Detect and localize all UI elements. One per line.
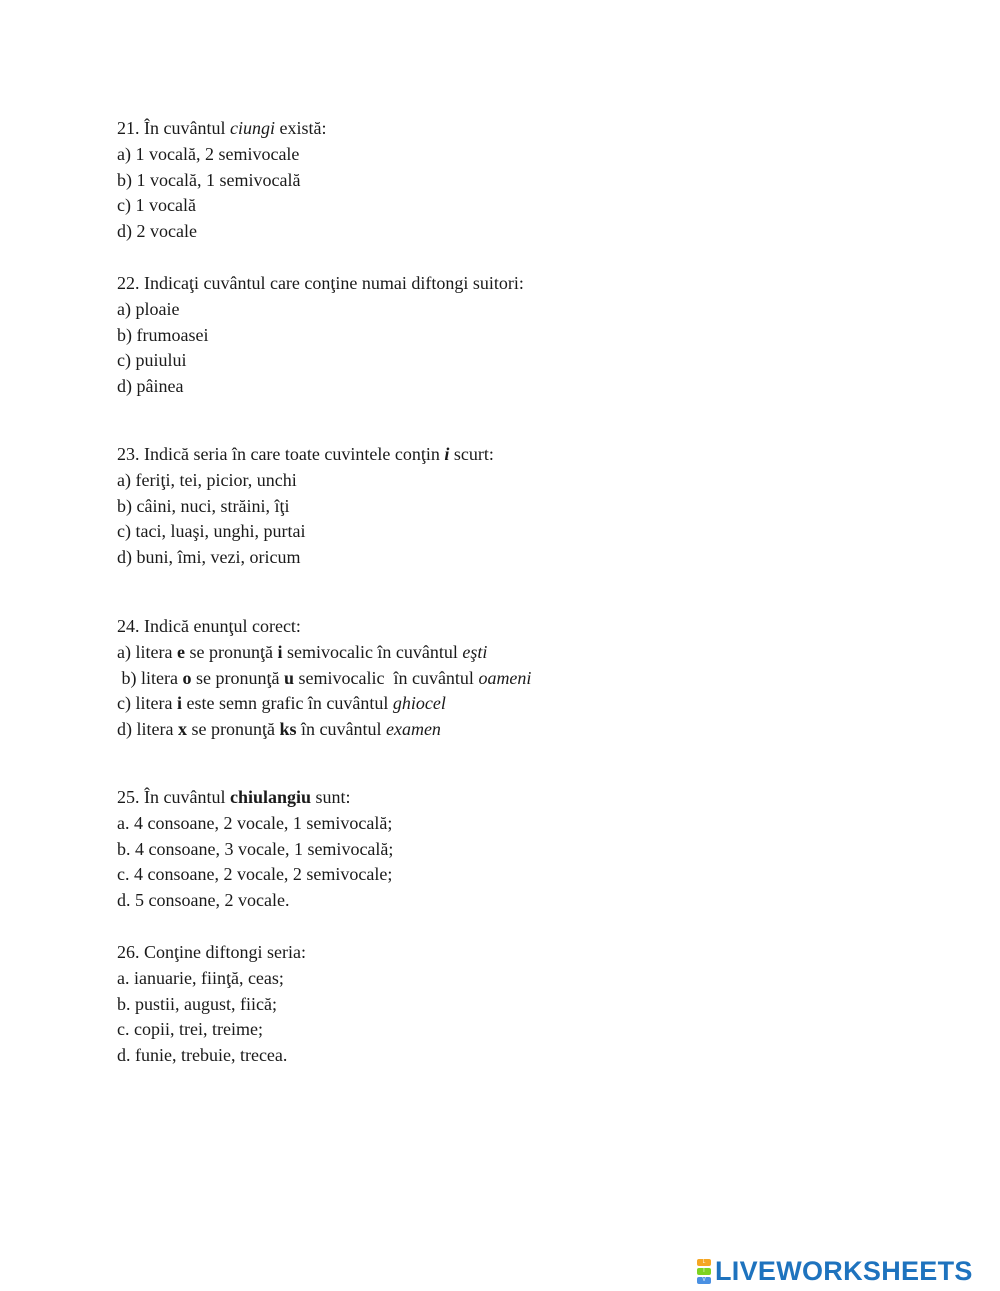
option-a: a) 1 vocală, 2 semivocale <box>117 143 300 164</box>
question-22 <box>117 271 937 400</box>
question-23 <box>117 442 937 571</box>
option-b: b. pustii, august, fiică; <box>117 993 277 1014</box>
option-d: d) 2 vocale <box>117 221 197 242</box>
question-title: 21. În cuvântul ciungi există: <box>117 118 327 138</box>
option-c: c) litera i este semn grafic în cuvântul ghiocel <box>117 693 446 714</box>
option-a: a. 4 consoane, 2 vocale, 1 semivocală; <box>117 812 393 833</box>
option-c: c) 1 vocală <box>117 195 196 216</box>
question-title: 22. Indicaţi cuvântul care conţine numai diftongi suitori: <box>117 273 524 293</box>
question-21 <box>117 116 937 245</box>
option-a: a) litera e se pronunţă i semivocalic în cuvântul eşti <box>117 641 488 662</box>
option-d: d. funie, trebuie, trecea. <box>117 1045 288 1066</box>
option-b: b) 1 vocală, 1 semivocală <box>117 169 301 190</box>
question-24 <box>117 614 937 743</box>
liveworksheets-logo <box>697 1254 973 1288</box>
option-c: c) puiului <box>117 350 187 371</box>
brand-name: LIVEWORKSHEETS <box>715 1256 973 1286</box>
logo-tiles-icon: L I V <box>697 1258 711 1284</box>
question-25 <box>117 785 937 914</box>
option-b: b) litera o se pronunţă u semivocalic în cuvântul oameni <box>117 667 532 688</box>
question-26 <box>117 940 937 1069</box>
question-title: 23. Indică seria în care toate cuvintele conţin i scurt: <box>117 444 494 464</box>
question-title: 25. În cuvântul chiulangiu sunt: <box>117 787 351 807</box>
option-a: a) feriţi, tei, picior, unchi <box>117 469 297 490</box>
option-d: d) litera x se pronunţă ks în cuvântul examen <box>117 719 441 740</box>
option-d: d) buni, îmi, vezi, oricum <box>117 547 301 568</box>
option-a: a) ploaie <box>117 298 180 319</box>
option-c: c. copii, trei, treime; <box>117 1019 263 1040</box>
option-c: c. 4 consoane, 2 vocale, 2 semivocale; <box>117 864 393 885</box>
option-d: d) pâinea <box>117 376 184 397</box>
option-b: b) frumoasei <box>117 324 209 345</box>
option-b: b) câini, nuci, străini, îţi <box>117 495 290 516</box>
question-title: 24. Indică enunţul corect: <box>117 616 301 636</box>
option-a: a. ianuarie, fiinţă, ceas; <box>117 967 284 988</box>
question-title: 26. Conţine diftongi seria: <box>117 942 306 962</box>
option-b: b. 4 consoane, 3 vocale, 1 semivocală; <box>117 838 394 859</box>
option-c: c) taci, luaşi, unghi, purtai <box>117 521 306 542</box>
option-d: d. 5 consoane, 2 vocale. <box>117 890 290 911</box>
